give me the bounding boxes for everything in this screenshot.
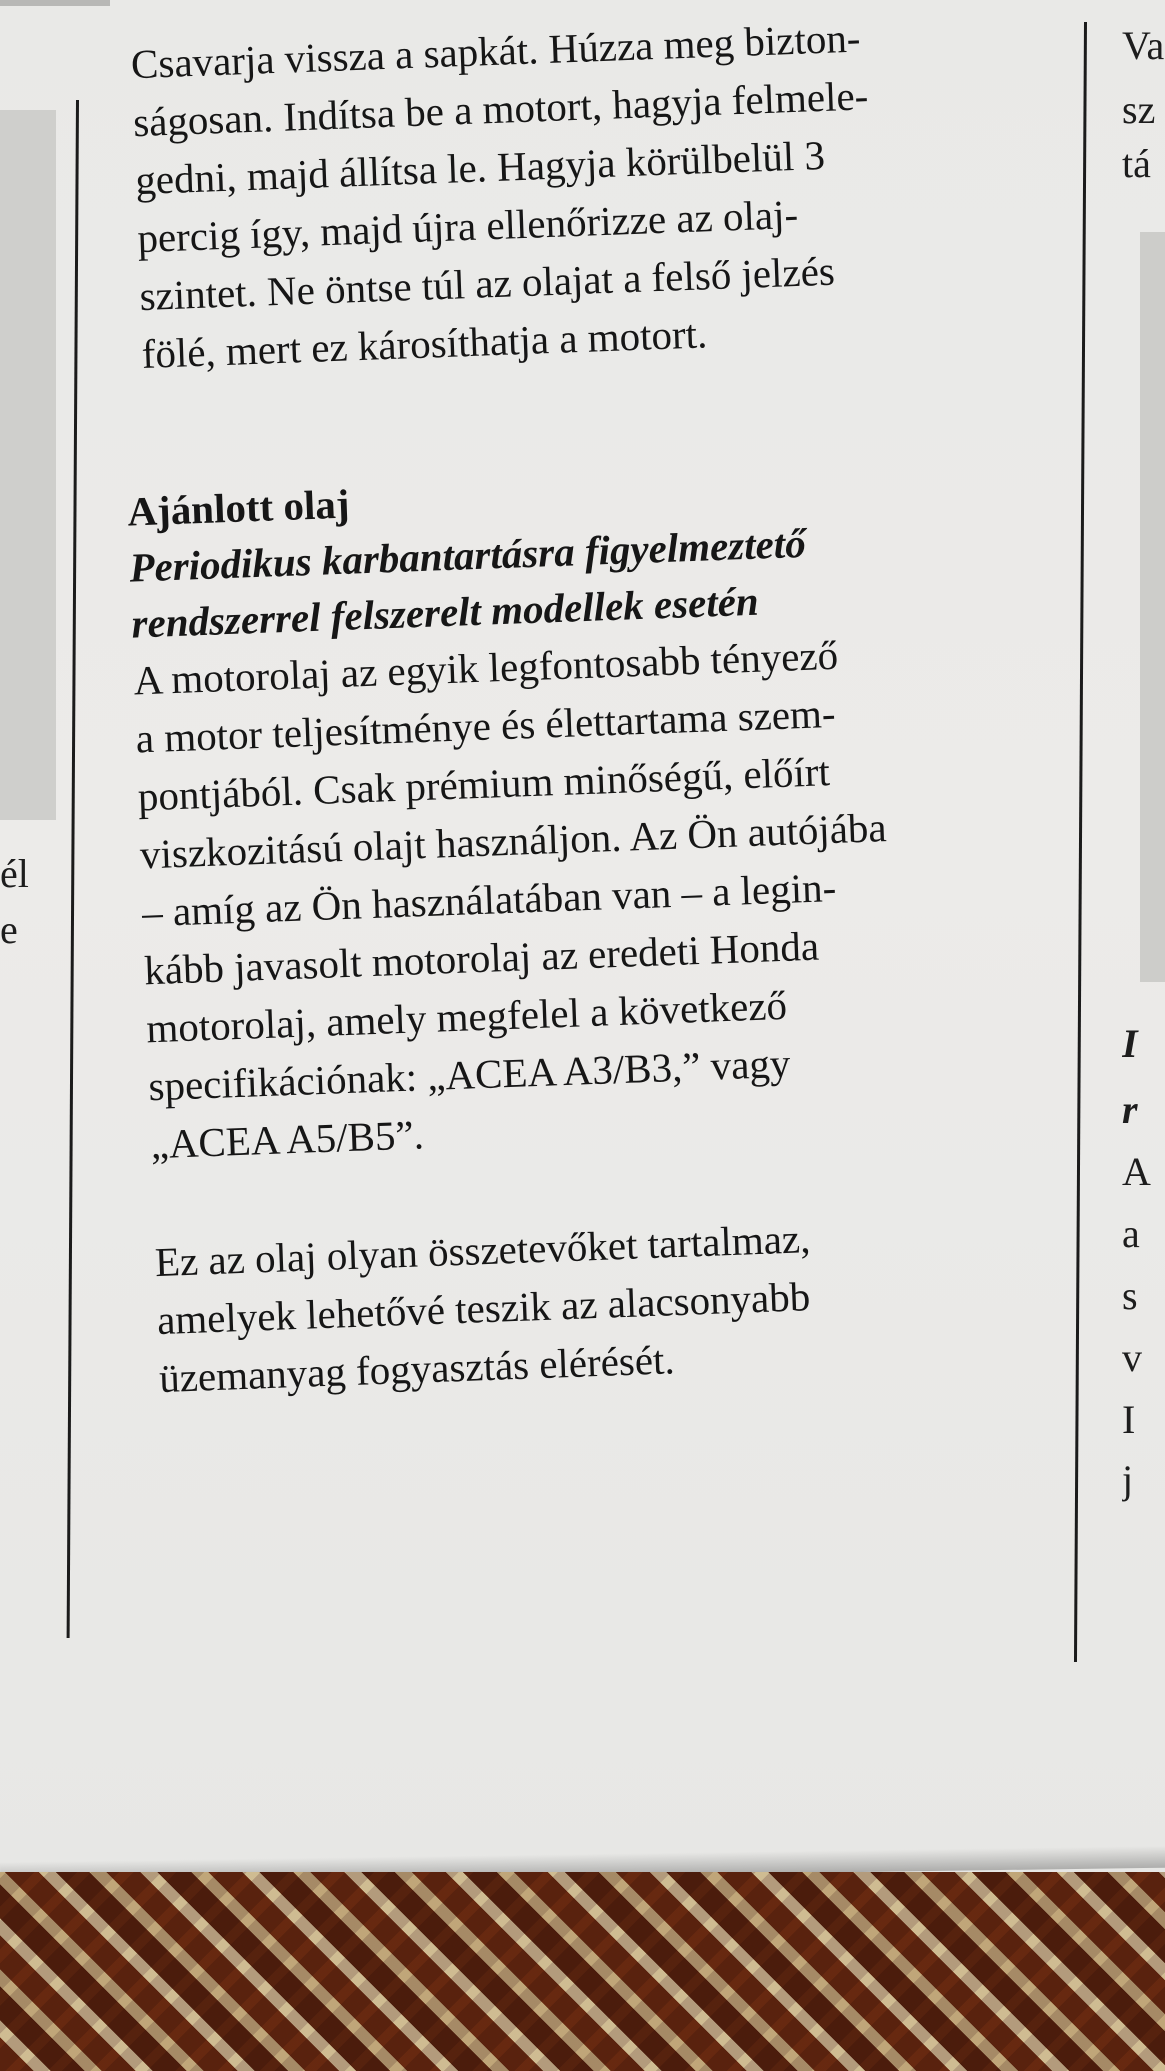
second-line-2: amelyek lehetővé teszik az alacsonyabb [156, 1273, 811, 1344]
body-line-1: A motorolaj az egyik legfontosabb tényező [132, 631, 839, 704]
left-fragment-1: él [0, 852, 29, 896]
right-fragment-6: A [1122, 1150, 1151, 1194]
body-line-9: „ACEA A5/B5”. [149, 1111, 425, 1168]
right-fragment-2: sz [1122, 88, 1156, 132]
right-illustration-panel [1140, 232, 1165, 982]
second-line-3: üzemanyag fogyasztás elérését. [158, 1336, 676, 1402]
intro-line-1: Csavarja vissza a sapkát. Húzza meg bizton- [130, 14, 862, 88]
right-fragment-3: tá [1122, 142, 1151, 186]
page-top-edge [0, 0, 110, 6]
right-fragment-9: v [1122, 1336, 1142, 1380]
body-line-2: a motor teljesítménye és élettartama szem- [134, 689, 837, 762]
body-paragraph [133, 616, 1111, 1173]
intro-paragraph [130, 1, 1082, 383]
right-fragment-10: I [1122, 1398, 1136, 1442]
body-line-4: viszkozitású olajt használjon. Az Ön autójába [139, 804, 888, 878]
body-line-5: – amíg az Ön használatában van – a legin- [141, 863, 837, 936]
body-line-6: kább javasolt motorolaj az eredeti Honda [143, 922, 820, 994]
left-fragment-2: e [0, 908, 18, 952]
second-line-1: Ez az olaj olyan összetevőket tartalmaz, [154, 1215, 812, 1286]
body-line-3: pontjából. Csak prémium minőségű, előírt [137, 748, 831, 820]
subheading-line-2: rendszerrel felszerelt modellek esetén [130, 577, 760, 647]
right-fragment-11: j [1122, 1458, 1134, 1502]
body-line-8: specifikációnak: „ACEA A3/B3,” vagy [147, 1039, 792, 1110]
carpet-background [0, 1872, 1165, 2071]
left-illustration-panel [0, 110, 56, 820]
intro-line-3: gedni, majd állítsa le. Hagyja körülbelül 3 [134, 131, 826, 204]
section-heading: Ajánlott olaj [126, 480, 351, 535]
intro-line-5: szintet. Ne öntse túl az olajat a felső jelzés [138, 247, 836, 320]
intro-line-2: ságosan. Indítsa be a motort, hagyja felmele- [132, 72, 870, 146]
right-fragment-8: s [1122, 1274, 1138, 1318]
body-line-7: motorolaj, amely megfelel a következő [145, 981, 788, 1052]
right-fragment-7: a [1122, 1212, 1140, 1256]
main-text-column [110, 1, 1120, 1407]
left-column-rule [67, 100, 79, 1638]
right-fragment-5: r [1122, 1088, 1138, 1132]
intro-line-4: percig így, majd újra ellenőrizze az olaj- [136, 190, 799, 262]
right-fragment-1: Va [1122, 24, 1165, 68]
second-paragraph [154, 1198, 1120, 1407]
intro-line-6: fölé, mert ez károsíthatja a motort. [140, 310, 708, 378]
right-fragment-4: I [1122, 1022, 1138, 1066]
subheading-line-1: Periodikus karbantartásra figyelmeztető [128, 519, 807, 591]
